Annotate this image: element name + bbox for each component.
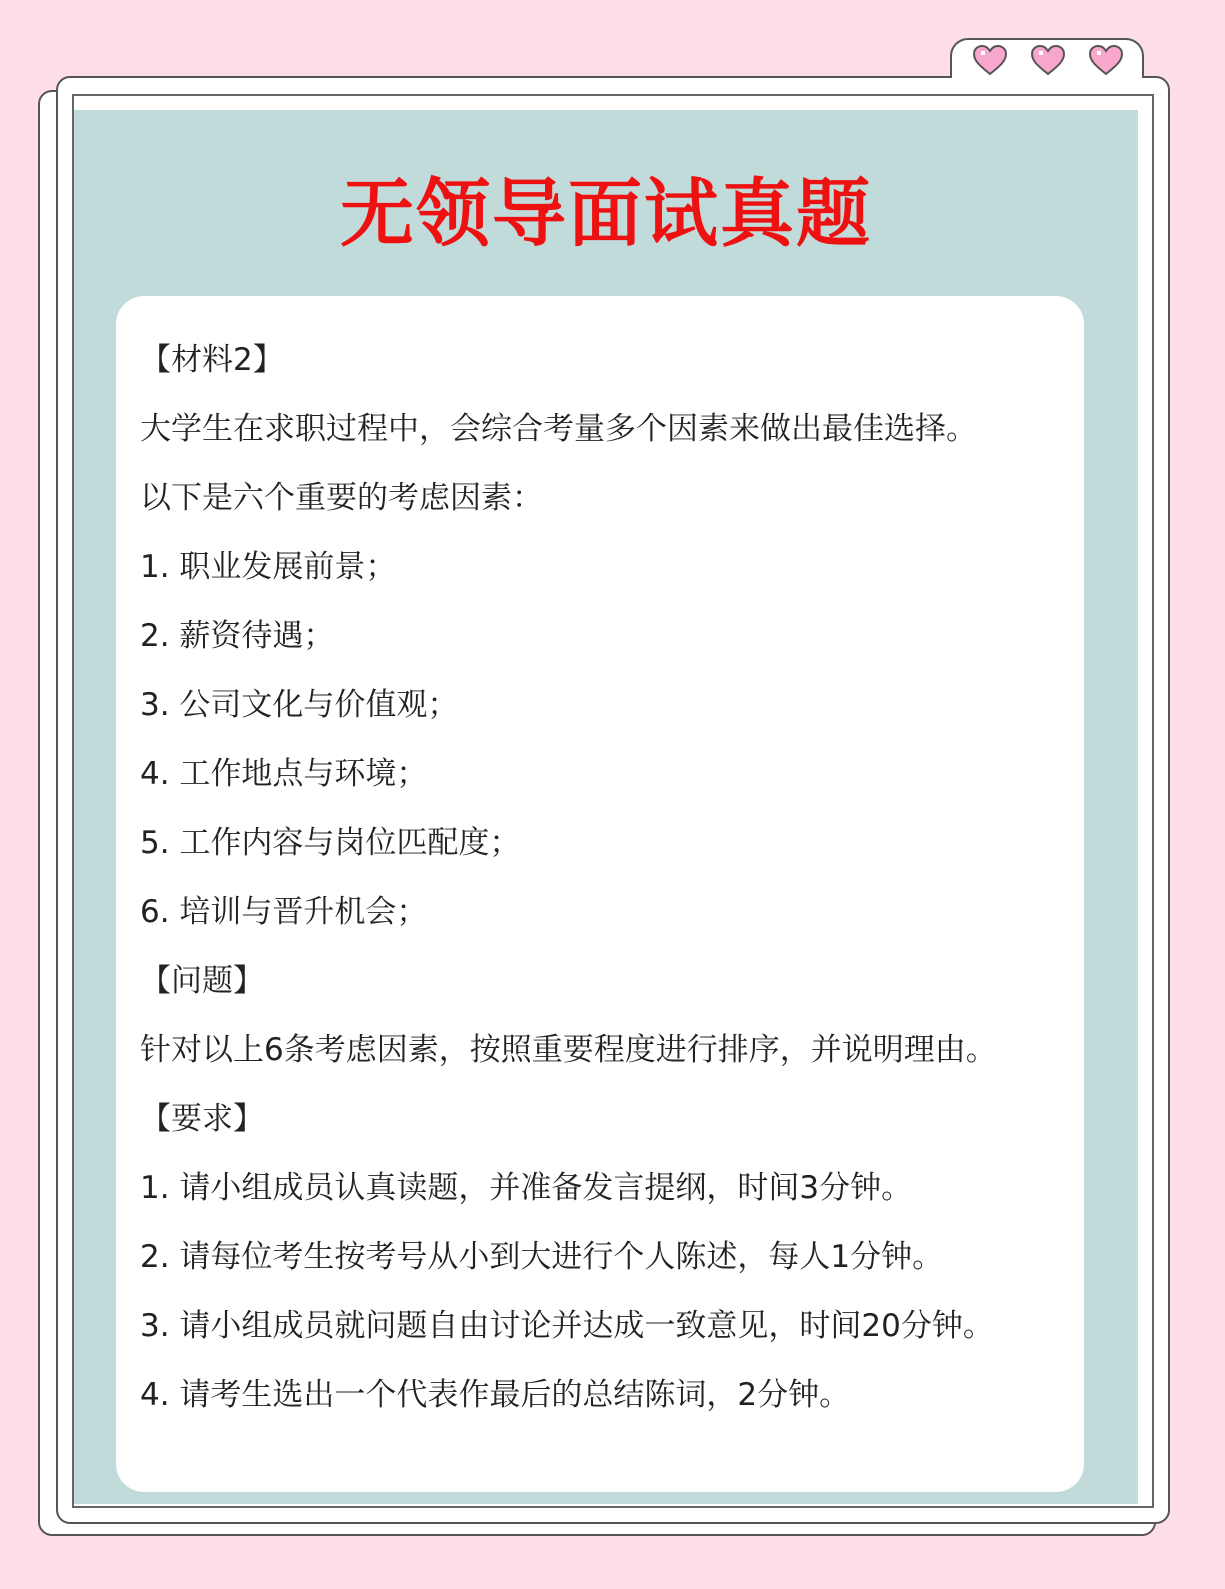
intro-line: 以下是六个重要的考虑因素： xyxy=(140,480,543,516)
factor-item: 6. 培训与晋升机会； xyxy=(140,894,428,930)
factor-item: 5. 工作内容与岗位匹配度； xyxy=(140,825,521,861)
requirement-item: 3. 请小组成员就问题自由讨论并达成一致意见，时间20分钟。 xyxy=(140,1308,994,1344)
intro-line: 大学生在求职过程中，会综合考量多个因素来做出最佳选择。 xyxy=(140,411,977,447)
material-heading: 【材料2】 xyxy=(140,342,284,378)
factor-item: 3. 公司文化与价值观； xyxy=(140,687,459,723)
factor-item: 1. 职业发展前景； xyxy=(140,549,397,585)
heart-icon xyxy=(1030,44,1066,76)
content-card xyxy=(116,296,1084,1492)
requirement-item: 4. 请考生选出一个代表作最后的总结陈词，2分钟。 xyxy=(140,1377,851,1413)
question-text: 针对以上6条考虑因素，按照重要程度进行排序，并说明理由。 xyxy=(140,1032,997,1068)
factor-item: 4. 工作地点与环境； xyxy=(140,756,428,792)
question-heading: 【问题】 xyxy=(140,963,264,999)
factor-item: 2. 薪资待遇； xyxy=(140,618,335,654)
heart-icon xyxy=(1088,44,1124,76)
requirement-item: 1. 请小组成员认真读题，并准备发言提纲，时间3分钟。 xyxy=(140,1170,913,1206)
page-title: 无领导面试真题 xyxy=(340,171,872,257)
requirement-item: 2. 请每位考生按考号从小到大进行个人陈述，每人1分钟。 xyxy=(140,1239,944,1275)
heart-icon xyxy=(972,44,1008,76)
requirements-heading: 【要求】 xyxy=(140,1101,264,1137)
